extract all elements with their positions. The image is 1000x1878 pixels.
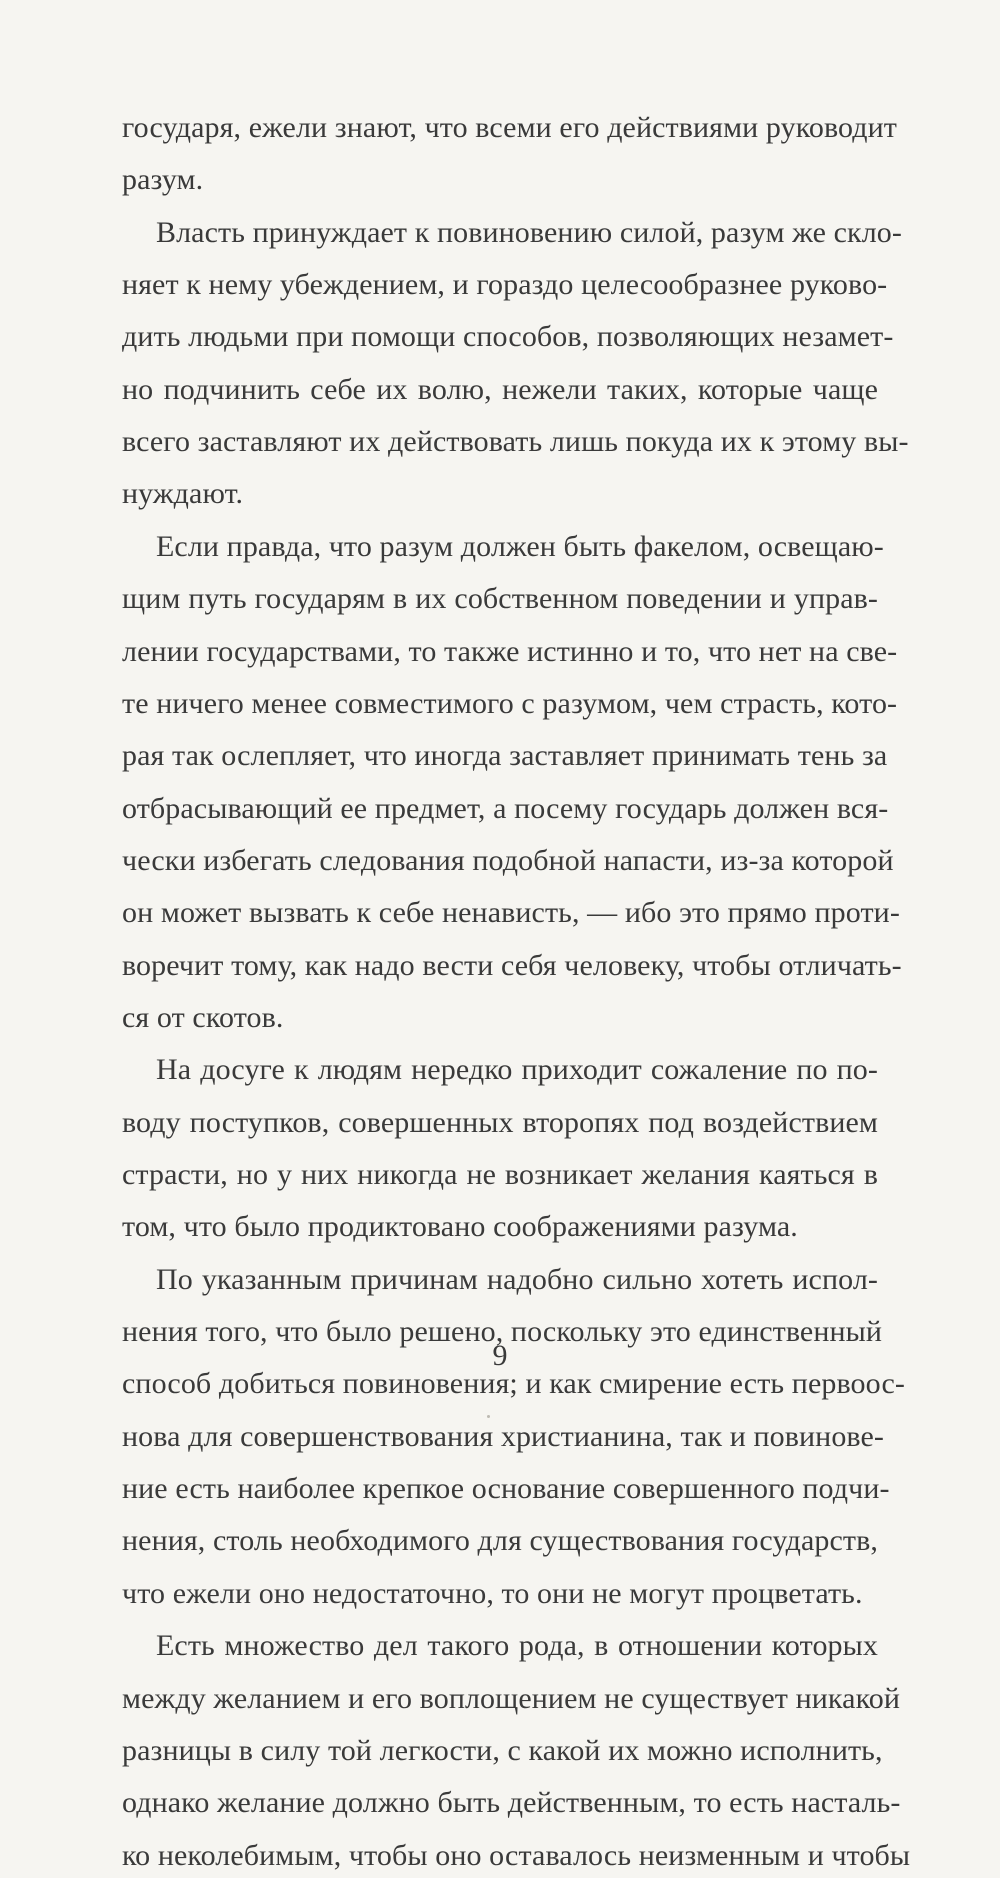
text-line: рая так ослепляет, что иногда заставляет принимать тень за — [122, 739, 888, 772]
text-line: няет к нему убеждением, и гораздо целесообразнее руково- — [122, 268, 888, 301]
text-line: нуждают. — [122, 477, 244, 510]
text-line: нова для совершенствования христианина, так и повинове- — [122, 1420, 885, 1453]
text-line: Есть множество дел такого рода, в отношении которых — [156, 1629, 878, 1662]
text-line: всего заставляют их действовать лишь покуда их к этому вы- — [122, 425, 909, 458]
text-line: государя, ежели знают, что всеми его действиями руководит — [122, 111, 897, 144]
text-line: нения того, что было решено, поскольку это единственный — [122, 1315, 883, 1348]
text-line: нения, столь необходимого для существования государств, — [122, 1524, 878, 1557]
text-line: На досуге к людям нередко приходит сожаление по по- — [156, 1053, 878, 1086]
text-line: те ничего менее совместимого с разумом, чем страсть, кото- — [122, 687, 898, 720]
text-line: ние есть наиболее крепкое основание совершенного подчи- — [122, 1472, 890, 1505]
text-line: воду поступков, совершенных второпях под воздействием — [122, 1106, 878, 1139]
text-line: том, что было продиктовано соображениями разума. — [122, 1210, 798, 1243]
text-line: Власть принуждает к повиновению силой, разум же скло- — [156, 216, 902, 249]
text-line: чески избегать следования подобной напасти, из-за которой — [122, 844, 894, 877]
text-line: ко неколебимым, чтобы оно оставалось неизменным и чтобы — [122, 1839, 911, 1872]
text-line: разницы в силу той легкости, с какой их можно исполнить, — [122, 1734, 883, 1767]
text-line: разум. — [122, 163, 204, 196]
text-line: но подчинить себе их волю, нежели таких, которые чаще — [122, 373, 878, 406]
text-line: он может вызвать к себе ненависть, — ибо это прямо проти- — [122, 896, 900, 929]
text-line: лении государствами, то также истинно и то, что нет на све- — [122, 635, 898, 668]
text-line: воречит тому, как надо вести себя человеку, чтобы отличать- — [122, 949, 902, 982]
text-line: отбрасывающий ее предмет, а посему государь должен вся- — [122, 792, 889, 825]
text-line: способ добиться повиновения; и как смирение есть первоос- — [122, 1367, 905, 1400]
text-line: щим путь государям в их собственном поведении и управ- — [122, 582, 878, 615]
text-line: Если правда, что разум должен быть факелом, освещаю- — [156, 530, 884, 563]
paper-speck — [487, 1415, 490, 1418]
text-line: дить людьми при помощи способов, позволяющих незамет- — [122, 320, 894, 353]
text-line: между желанием и его воплощением не существует никакой — [122, 1682, 900, 1715]
text-line: ся от скотов. — [122, 1001, 284, 1034]
text-line: однако желание должно быть действенным, то есть насталь- — [122, 1786, 901, 1819]
text-line: страсти, но у них никогда не возникает желания каяться в — [122, 1158, 878, 1191]
text-line: что ежели оно недостаточно, то они не могут процветать. — [122, 1577, 863, 1610]
page-number: 9 — [492, 1339, 508, 1372]
text-line: По указанным причинам надобно сильно хотеть испол- — [156, 1263, 878, 1296]
